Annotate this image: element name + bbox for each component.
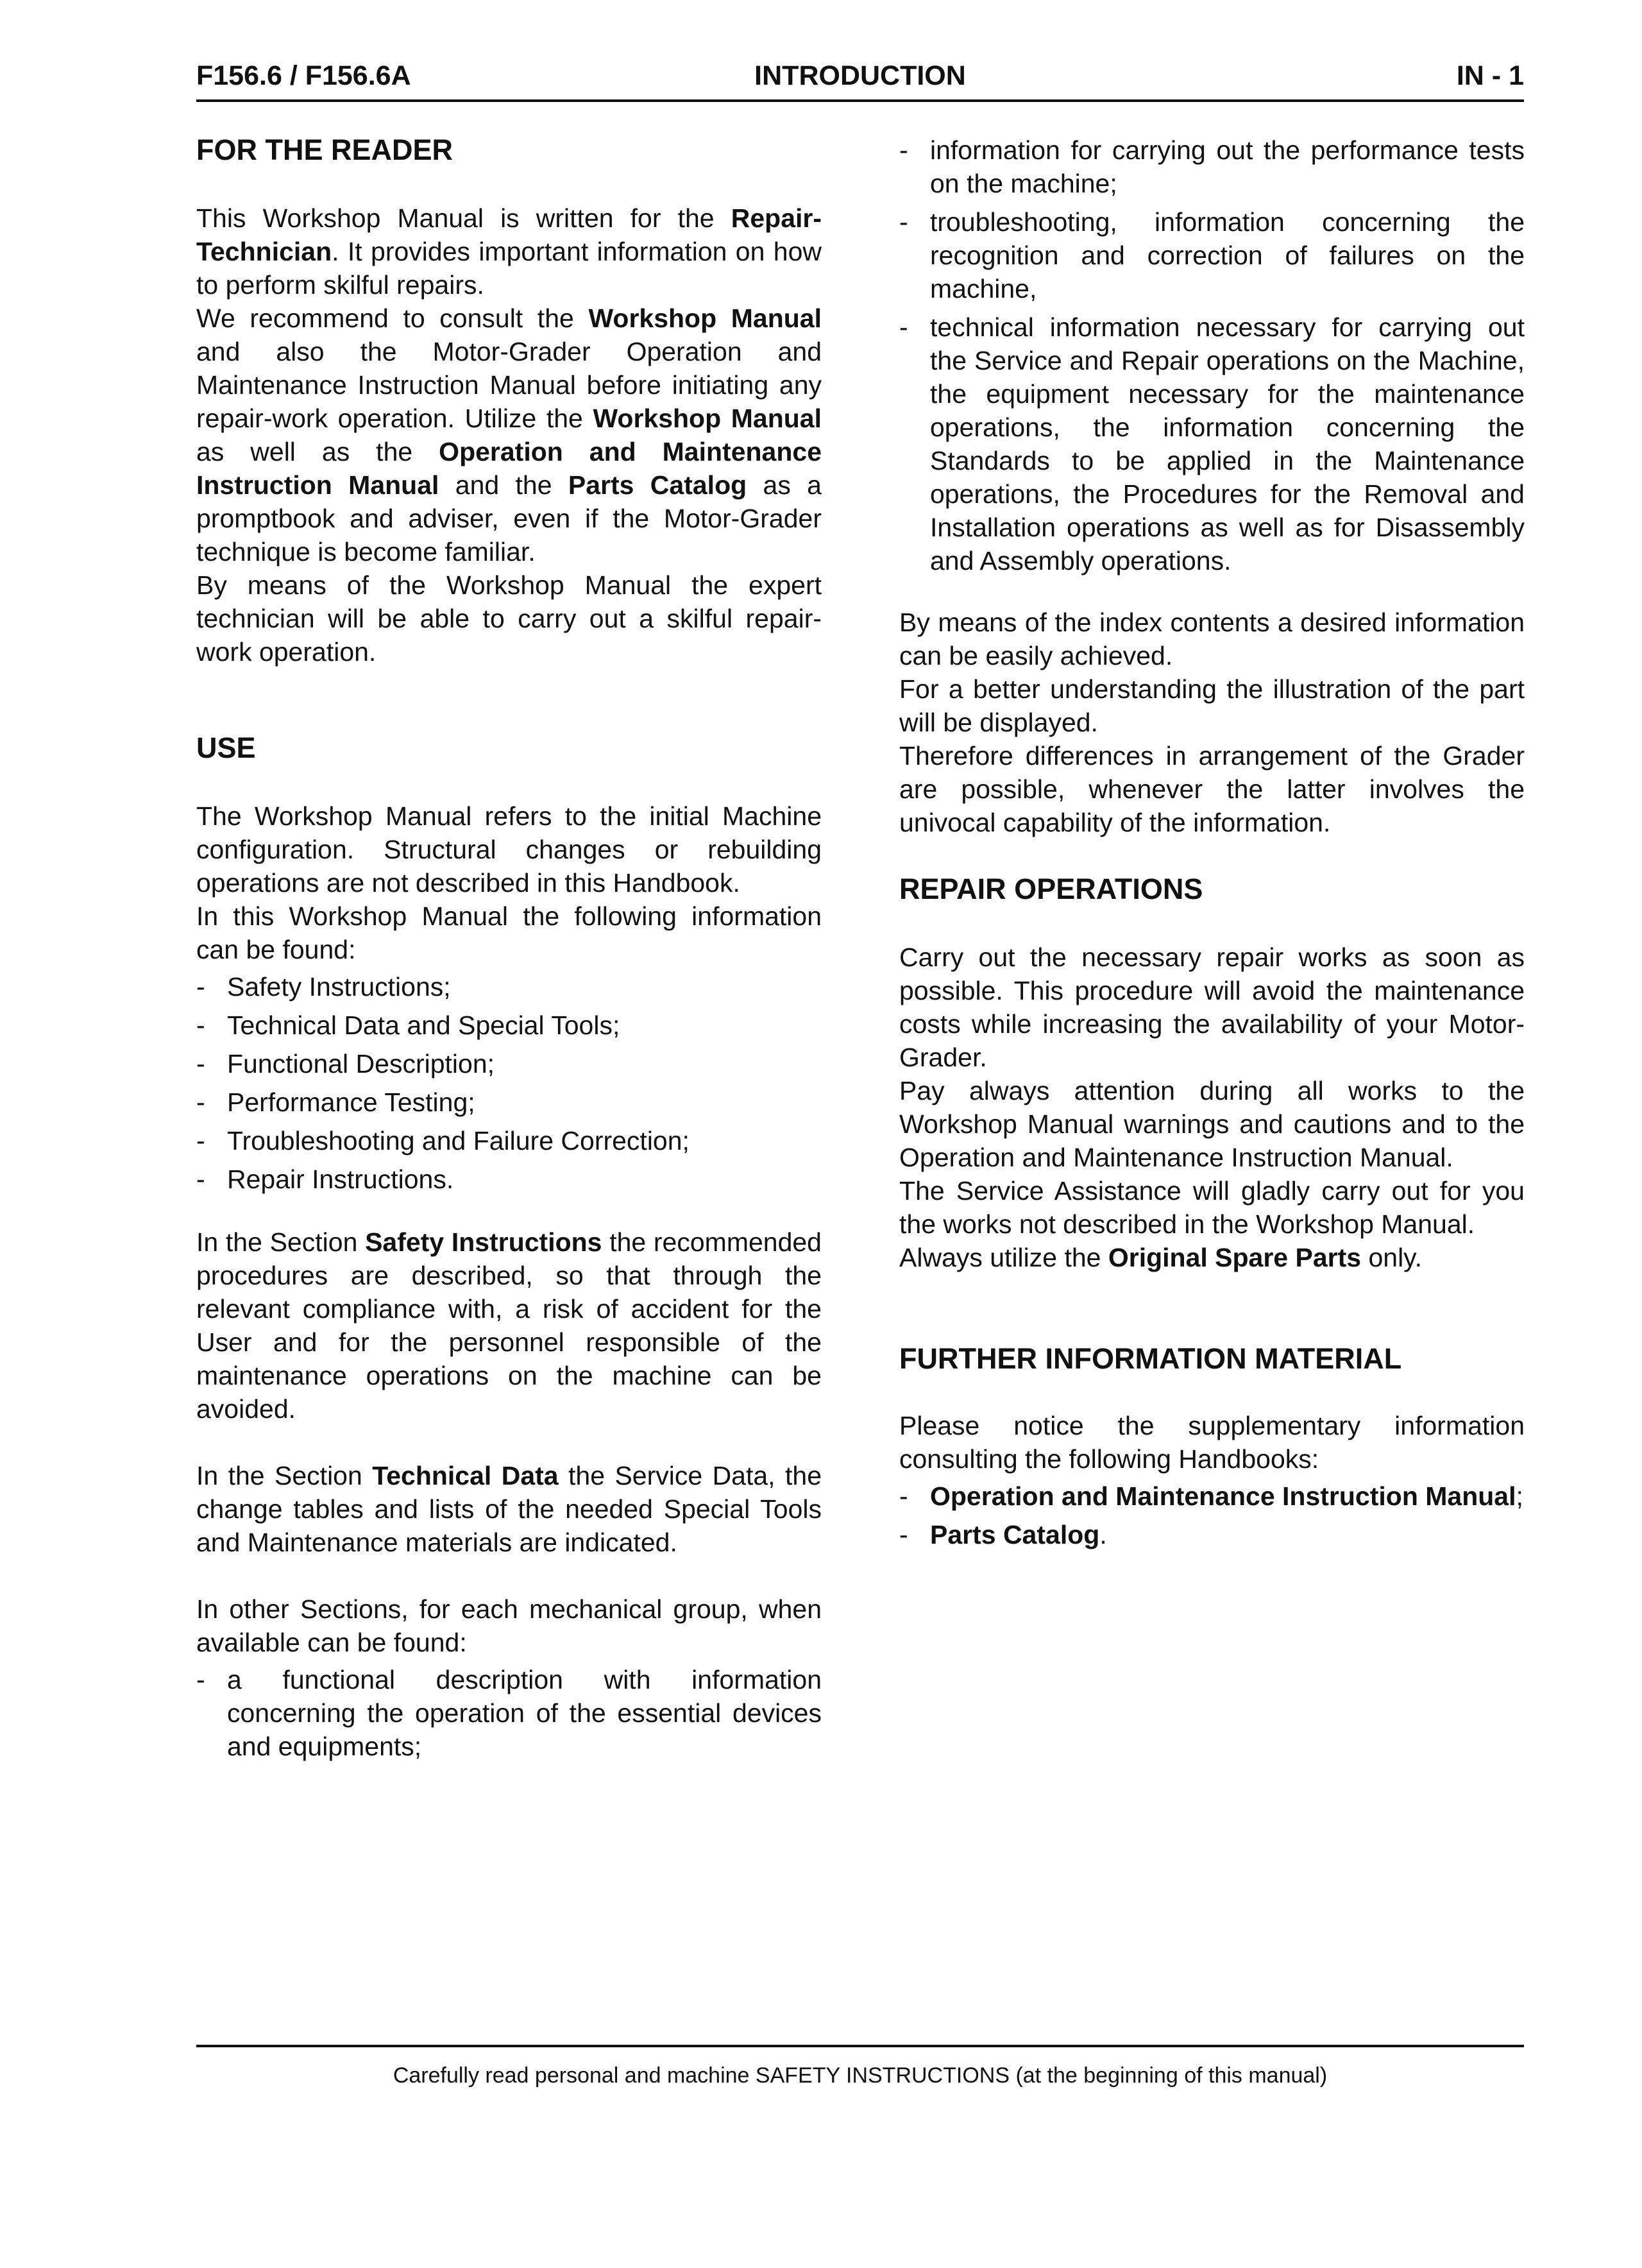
repair-paragraph-2: Pay always attention during all works to the Workshop Manual warnings and cautions and to the Operation and Maintenance Instruction Manual. [899, 1076, 1525, 1172]
other-sections-list [196, 1663, 822, 1763]
technical-paragraph: In the Section Technical Data the Service Data, the change tables and lists of the needed Special Tools and Maintenance materials are indicated. [196, 1461, 822, 1557]
repair-text [899, 941, 1525, 1274]
footer-note: Carefully read personal and machine SAFETY INSTRUCTIONS (at the beginning of this manual) [393, 2063, 1328, 2088]
list-item: - Parts Catalog. [899, 1518, 1525, 1551]
list-item: - Operation and Maintenance Instruction Manual; [899, 1479, 1525, 1513]
list-item: - Technical Data and Special Tools; [196, 1009, 822, 1042]
section-title: INTRODUCTION [754, 60, 966, 91]
info-list [899, 133, 1525, 577]
use-paragraph-1: The Workshop Manual refers to the initial Machine configuration. Structural changes or rebuilding operations are not described in this Handbook. [196, 801, 822, 898]
page-number: IN - 1 [1456, 60, 1524, 91]
other-sections-paragraph: In other Sections, for each mechanical group, when available can be found: [196, 1594, 822, 1657]
repair-paragraph-4: Always utilize the Original Spare Parts only. [899, 1243, 1423, 1272]
reader-paragraph-2: We recommend to consult the Workshop Manual and also the Motor-Grader Operation and Maintenance Instruction Manual before initiating any repair-work operation. Utilize the Workshop Manual as well as the Operation and Maintenance Instruction Manual and the Parts Catalog as a promptbook and adviser, even if the Motor-Grader technique is become familiar. [196, 303, 822, 567]
further-paragraph: Please notice the supplementary information consulting the following Handbooks: [899, 1411, 1525, 1474]
index-paragraph: By means of the index contents a desired information can be easily achieved. [899, 608, 1525, 670]
list-item: - Repair Instructions. [196, 1163, 822, 1196]
list-item: - a functional description with information concerning the operation of the essential devices and equipments; [196, 1663, 822, 1763]
list-item: - Functional Description; [196, 1047, 822, 1080]
list-item: - Safety Instructions; [196, 970, 822, 1003]
section-heading-further: FURTHER INFORMATION MATERIAL [899, 1342, 1402, 1375]
contents-list [196, 970, 822, 1196]
section-heading-repair: REPAIR OPERATIONS [899, 873, 1203, 905]
repair-paragraph-3: The Service Assistance will gladly carry out for you the works not described in the Workshop Manual. [899, 1176, 1525, 1239]
illustration-paragraph: For a better understanding the illustration of the part will be displayed. [899, 674, 1525, 737]
model-code: F156.6 / F156.6A [196, 60, 411, 91]
list-item: - troubleshooting, information concerning the recognition and correction of failures on the machine, [899, 205, 1525, 305]
header-rule [196, 99, 1524, 102]
repair-paragraph-1: Carry out the necessary repair works as soon as possible. This procedure will avoid the maintenance costs while increasing the availability of your Motor-Grader. [899, 942, 1525, 1072]
list-item: - technical information necessary for carrying out the Service and Repair operations on the Machine, the equipment necessary for the maintenance operations, the information concerning the Standards to be applied in the Maintenance operations, the Procedures for the Removal and Installation operations as well as for Disassembly and Assembly operations. [899, 311, 1525, 577]
handbooks-list [899, 1479, 1525, 1551]
list-item: - information for carrying out the performance tests on the machine; [899, 133, 1525, 200]
differences-paragraph: Therefore differences in arrangement of the Grader are possible, whenever the latter involves the univocal capability of the information. [899, 741, 1525, 837]
use-paragraph-2: In this Workshop Manual the following information can be found: [196, 901, 822, 964]
section-heading-use: USE [196, 731, 256, 764]
safety-paragraph: In the Section Safety Instructions the recommended procedures are described, so that through the relevant compliance with, a risk of accident for the User and for the personnel responsible of the maintenance operations on the machine can be avoided. [196, 1227, 822, 1424]
list-item: - Performance Testing; [196, 1086, 822, 1119]
reader-paragraph-3: By means of the Workshop Manual the expert technician will be able to carry out a skilful repair-work operation. [196, 570, 822, 667]
list-item: - Troubleshooting and Failure Correction; [196, 1124, 822, 1157]
footer-rule [196, 2045, 1524, 2047]
reader-text [196, 201, 822, 669]
reader-paragraph-1: This Workshop Manual is written for the Repair-Technician. It provides important information on how to perform skilful repairs. [196, 203, 822, 300]
right-text-top [899, 133, 1525, 839]
page-header [196, 56, 1524, 103]
section-heading-reader: FOR THE READER [196, 133, 453, 166]
use-text [196, 799, 822, 1763]
further-text [899, 1409, 1525, 1556]
